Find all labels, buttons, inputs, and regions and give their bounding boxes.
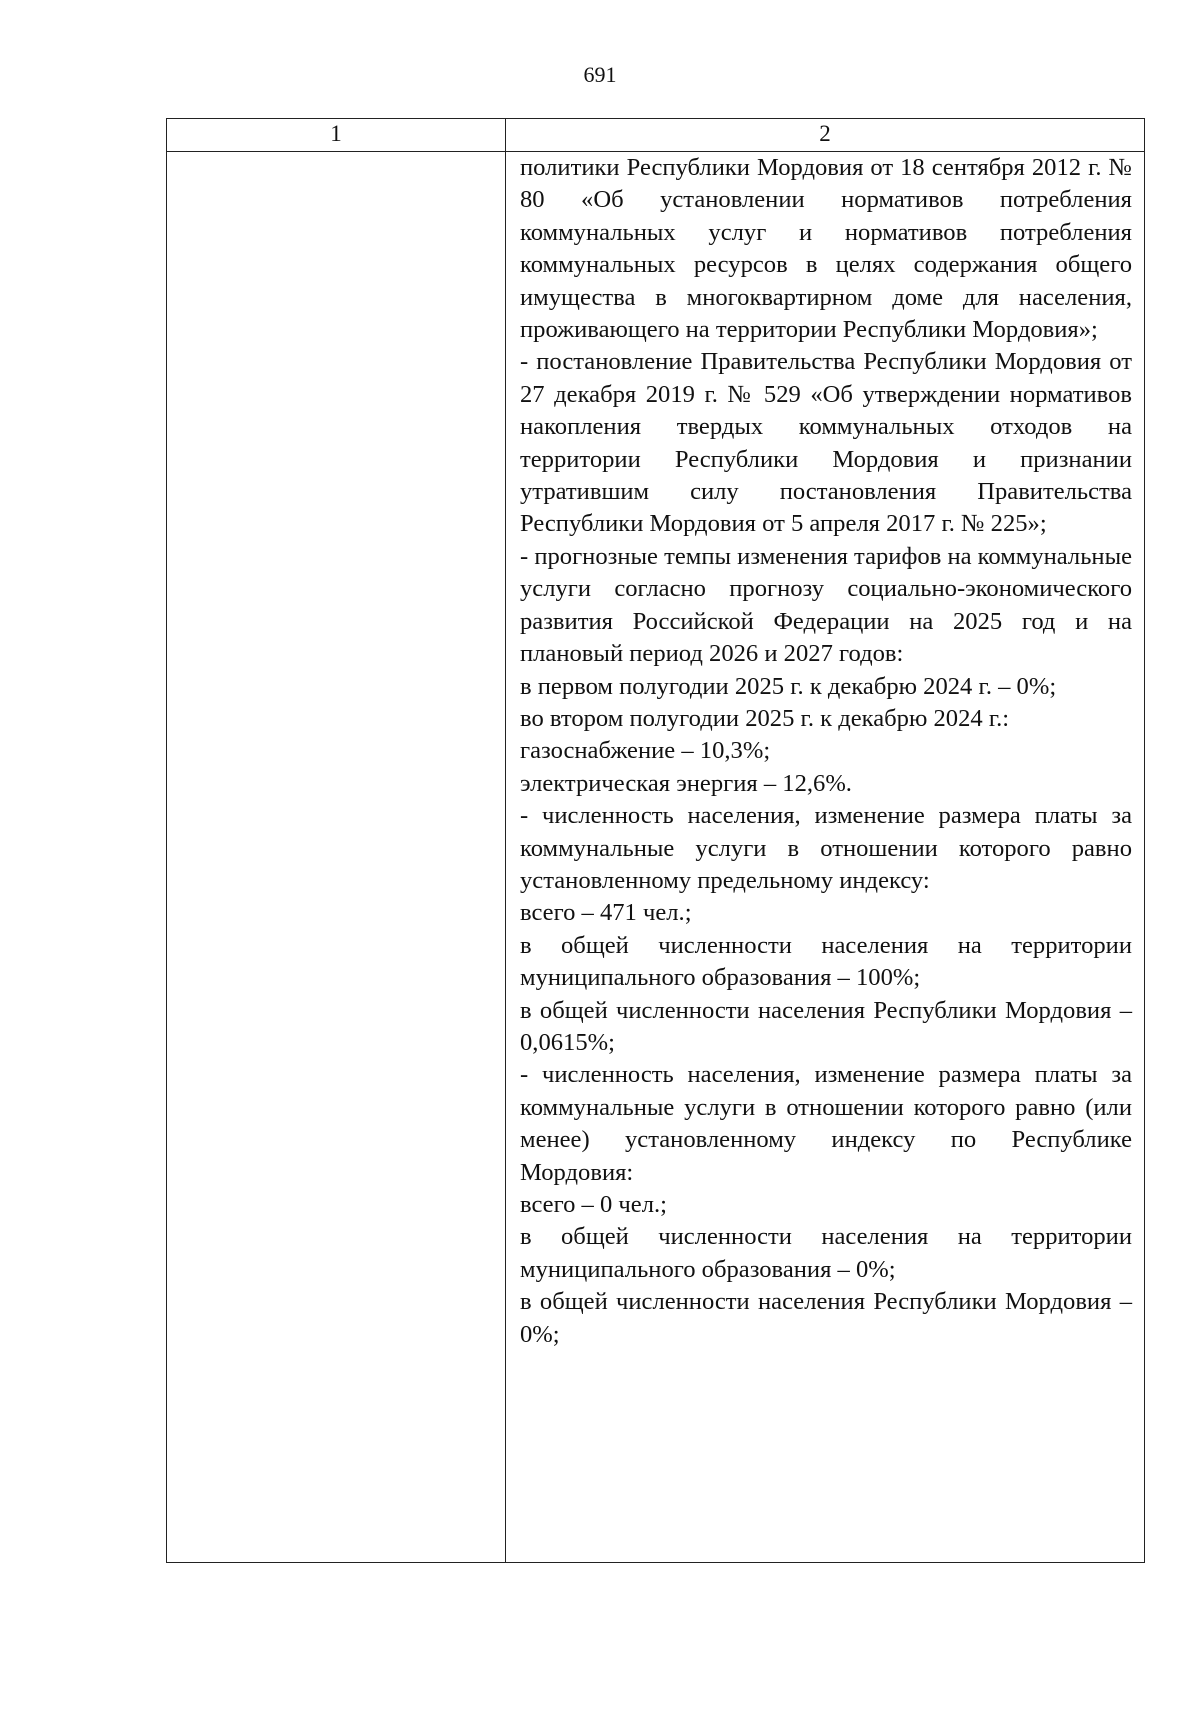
paragraph: - численность населения, изменение размера платы за коммунальные услуги в отношении которого равно установленному предельному индексу: [520, 802, 1132, 894]
column-2-cell [506, 152, 1145, 1563]
page-number: 691 [583, 62, 617, 87]
paragraph: в общей численности населения Республики Мордовия – 0,0615%; [520, 996, 1132, 1056]
paragraph: - численность населения, изменение размера платы за коммунальные услуги в отношении которого равно (или менее) установленному индексу по Республике Мордовия: [520, 1061, 1132, 1186]
table-row [167, 152, 1145, 1563]
paragraph: всего – 0 чел.; [520, 1191, 667, 1218]
paragraph: всего – 471 чел.; [520, 899, 692, 927]
paragraph: в общей численности населения на территории муниципального образования – 100%; [520, 931, 1132, 992]
paragraph: - прогнозные темпы изменения тарифов на коммунальные услуги согласно прогнозу социально-экономического развития Российской Федерации на 2025 год и на плановый период 2026 и 2027 годов: [520, 542, 1133, 668]
column-1-cell [167, 152, 506, 1563]
paragraph: газоснабжение – 10,3%; [520, 737, 771, 765]
paragraph: в общей численности населения Республики Мордовия – 0%; [520, 1288, 1132, 1348]
table-header-row [167, 119, 1145, 152]
document-table [166, 118, 1145, 1563]
paragraph: политики Республики Мордовия от 18 сентября 2012 г. № 80 «Об установлении нормативов потребления коммунальных услуг и нормативов потребления коммунальных ресурсов в целях содержания общего имущества в многоквартирном доме для населения, проживающего на территории Республики Мордовия»; [520, 154, 1132, 344]
paragraph: в общей численности населения на территории муниципального образования – 0%; [520, 1223, 1132, 1283]
paragraph: в первом полугодии 2025 г. к декабрю 2024 г. – 0%; [520, 672, 1057, 700]
column-header-1: 1 [167, 119, 506, 152]
column-header-2: 2 [506, 119, 1145, 152]
paragraph: во втором полугодии 2025 г. к декабрю 2024 г.: [520, 704, 1010, 732]
paragraph: - постановление Правительства Республики Мордовия от 27 декабря 2019 г. № 529 «Об утверждении нормативов накопления твердых коммунальных отходов на территории Республики Мордовия и признании утратившим силу постановления Правительства Республики Мордовия от 5 апреля 2017 г. № 225»; [520, 348, 1132, 538]
paragraph: электрическая энергия – 12,6%. [520, 769, 852, 797]
